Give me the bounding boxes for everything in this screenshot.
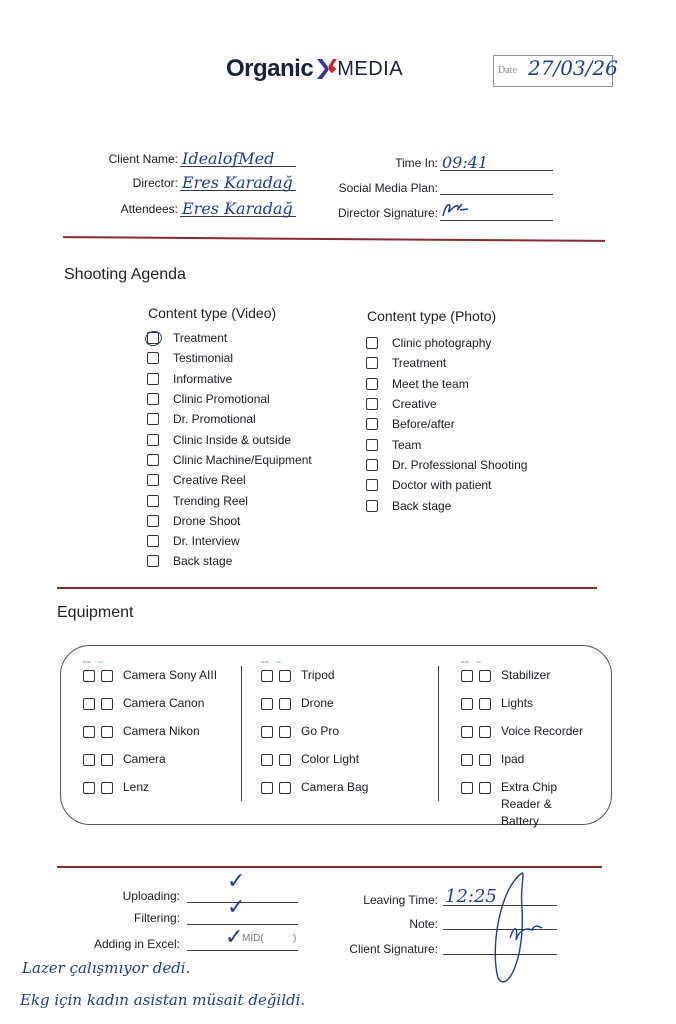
check-mark-icon: ✓ — [227, 894, 246, 919]
column-divider — [241, 666, 242, 801]
checkbox-in[interactable] — [101, 670, 113, 682]
client-name-value: IdealofMed — [182, 149, 275, 168]
logo-brand-text: Organic — [226, 55, 314, 82]
equipment-label: Ipad — [501, 752, 525, 766]
shooting-agenda-title: Shooting Agenda — [64, 266, 186, 283]
checkbox[interactable] — [147, 352, 159, 364]
checkbox[interactable] — [366, 479, 378, 491]
director-signature-field[interactable] — [440, 202, 553, 221]
content-type-item[interactable] — [147, 450, 312, 470]
column-divider — [438, 666, 439, 801]
item-label: Treatment — [392, 356, 447, 371]
social-media-plan-label: Social Media Plan: — [338, 181, 438, 195]
equipment-item[interactable] — [261, 779, 368, 796]
item-label: Clinic Inside & outside — [173, 432, 292, 447]
content-type-item[interactable] — [147, 490, 312, 510]
checkbox-in[interactable] — [279, 726, 291, 738]
checkbox-in[interactable] — [101, 726, 113, 738]
checkbox[interactable] — [366, 459, 378, 471]
time-in-value: 09:41 — [442, 153, 489, 172]
uploading-label: Uploading: — [122, 889, 180, 903]
content-type-item[interactable] — [147, 470, 312, 490]
checkbox-out[interactable] — [83, 754, 95, 766]
handwritten-note-2: Ekg için kadın asistan müsait değildi. — [20, 991, 306, 1009]
photo-content-list — [366, 333, 527, 516]
equipment-label: Color Light — [301, 752, 360, 766]
content-type-item[interactable] — [147, 551, 312, 571]
video-content-list — [147, 328, 312, 572]
content-type-item[interactable] — [147, 369, 312, 389]
equipment-item[interactable] — [461, 695, 533, 712]
checkbox-out[interactable] — [261, 754, 273, 766]
item-label: Creative Reel — [173, 473, 246, 488]
checkbox-checked[interactable] — [147, 332, 159, 344]
checkbox-out[interactable] — [83, 782, 95, 794]
check-mark-icon: ✓ — [225, 924, 244, 949]
time-in-label: Time In: — [395, 156, 438, 170]
checkbox-in[interactable] — [279, 698, 291, 710]
checkbox-out[interactable] — [261, 670, 273, 682]
content-type-item[interactable] — [147, 409, 312, 429]
item-label: Meet the team — [392, 376, 469, 391]
equipment-item[interactable] — [261, 723, 339, 740]
item-label: Informative — [173, 371, 233, 386]
item-label: Team — [392, 437, 422, 452]
item-label: Back stage — [392, 498, 452, 513]
checkbox[interactable] — [147, 495, 159, 507]
checkbox-out[interactable] — [461, 782, 473, 794]
equipment-label: Stabilizer — [501, 668, 551, 682]
content-type-item[interactable] — [147, 389, 312, 409]
section-divider — [57, 587, 597, 589]
director-signature-label: Director Signature: — [337, 206, 438, 220]
checkbox[interactable] — [147, 373, 159, 385]
checkbox[interactable] — [366, 398, 378, 410]
checkbox[interactable] — [366, 357, 378, 369]
equipment-box — [60, 645, 612, 828]
checkbox[interactable] — [366, 378, 378, 390]
item-label: Clinic photography — [392, 336, 492, 351]
item-label: Drone Shoot — [173, 513, 241, 528]
leaving-time-label: Leaving Time: — [363, 893, 438, 907]
checkbox[interactable] — [147, 393, 159, 405]
equipment-item[interactable] — [461, 751, 524, 768]
equipment-label: Drone — [301, 696, 334, 710]
date-value: 27/03/26 — [528, 56, 618, 80]
attendees-field[interactable] — [180, 198, 296, 217]
equipment-item[interactable] — [461, 779, 581, 830]
checkbox-out[interactable] — [461, 698, 473, 710]
item-label: Testimonial — [173, 351, 234, 366]
out-header: OUTs — [83, 660, 91, 664]
content-type-item[interactable] — [147, 328, 312, 348]
equipment-column-header — [83, 660, 111, 664]
filtering-label: Filtering: — [133, 911, 180, 925]
content-type-item[interactable] — [147, 348, 312, 368]
content-type-item[interactable] — [366, 353, 527, 373]
equipment-item[interactable] — [461, 667, 550, 684]
date-label: Date — [498, 65, 517, 76]
director-label: Director: — [132, 176, 178, 190]
photo-content-title: Content type (Photo) — [367, 308, 497, 324]
checkbox-in[interactable] — [101, 698, 113, 710]
checkbox-in[interactable] — [479, 698, 491, 710]
time-in-field[interactable] — [440, 152, 553, 171]
checkbox-in[interactable] — [479, 726, 491, 738]
item-label: Before/after — [392, 417, 455, 432]
out-header: OUTs — [461, 660, 469, 664]
equipment-item[interactable] — [83, 751, 166, 768]
checkbox-out[interactable] — [261, 726, 273, 738]
equipment-item[interactable] — [261, 751, 359, 768]
equipment-label: Go Pro — [301, 724, 340, 738]
checkbox-in[interactable] — [479, 754, 491, 766]
checkbox[interactable] — [147, 434, 159, 446]
attendees-value: Eres Karadağ — [182, 199, 293, 218]
checkbox[interactable] — [366, 337, 378, 349]
check-mark-icon: ✓ — [227, 868, 246, 893]
equipment-label: Voice Recorder — [501, 724, 584, 738]
checkbox-in[interactable] — [479, 670, 491, 682]
item-label: Dr. Professional Shooting — [392, 457, 528, 472]
content-type-item[interactable] — [366, 394, 527, 414]
in-header: INs — [276, 660, 281, 664]
checkbox-in[interactable] — [279, 782, 291, 794]
equipment-column-header — [461, 660, 489, 664]
date-field[interactable] — [493, 55, 618, 87]
filtering-field[interactable] — [187, 894, 298, 925]
logo-x-icon — [315, 57, 335, 81]
logo-media-text: MEDIA — [337, 57, 404, 80]
video-content-title: Content type (Video) — [148, 305, 277, 321]
checkbox-in[interactable] — [101, 782, 113, 794]
out-header: OUTs — [261, 660, 269, 664]
adding-excel-label: Adding in Excel: — [93, 937, 180, 951]
leaving-time-value: 12:25 — [445, 886, 497, 907]
social-media-plan-field[interactable] — [440, 176, 553, 195]
equipment-item[interactable] — [461, 723, 583, 740]
checkbox-out[interactable] — [461, 754, 473, 766]
checkbox[interactable] — [147, 515, 159, 527]
content-type-item[interactable] — [366, 455, 527, 475]
item-label: Dr. Promotional — [173, 412, 256, 427]
checkbox[interactable] — [366, 500, 378, 512]
attendees-label: Attendees: — [120, 202, 178, 216]
equipment-item[interactable] — [261, 667, 335, 684]
content-type-item[interactable] — [366, 414, 527, 434]
equipment-item[interactable] — [83, 667, 217, 684]
checkbox-out[interactable] — [83, 698, 95, 710]
item-label: Back stage — [173, 554, 233, 569]
content-type-item[interactable] — [147, 511, 312, 531]
checkbox-in[interactable] — [479, 782, 491, 794]
equipment-item[interactable] — [83, 695, 204, 712]
checkbox-out[interactable] — [461, 670, 473, 682]
equipment-label: Camera Bag — [301, 780, 369, 794]
in-header: INs — [476, 660, 481, 664]
section-divider — [63, 236, 605, 242]
item-label: Clinic Machine/Equipment — [173, 452, 312, 467]
equipment-title: Equipment — [57, 604, 134, 621]
director-signature-scribble — [440, 200, 470, 220]
content-type-item[interactable] — [147, 429, 312, 449]
equipment-label: Lights — [501, 696, 534, 710]
content-type-item[interactable] — [366, 333, 527, 353]
director-field[interactable] — [180, 172, 296, 191]
checkbox[interactable] — [366, 439, 378, 451]
item-label: Trending Reel — [173, 493, 248, 508]
content-type-item[interactable] — [366, 374, 527, 394]
equipment-item[interactable] — [83, 723, 200, 740]
checkbox[interactable] — [366, 418, 378, 430]
equipment-item[interactable] — [261, 695, 334, 712]
content-type-item[interactable] — [366, 475, 527, 495]
equipment-label: Camera — [123, 752, 166, 766]
checkbox-out[interactable] — [461, 726, 473, 738]
equipment-label: Extra Chip Reader & Battery — [501, 780, 558, 828]
client-name-label: Client Name: — [108, 152, 178, 166]
item-label: Clinic Promotional — [173, 392, 270, 407]
checkbox-out[interactable] — [261, 782, 273, 794]
client-signature-scribble — [470, 868, 560, 993]
content-type-item[interactable] — [147, 531, 312, 551]
checkbox-out[interactable] — [83, 670, 95, 682]
client-signature-label: Client Signature: — [349, 942, 438, 956]
equipment-label: Camera Nikon — [123, 724, 200, 738]
company-logo — [226, 55, 403, 83]
item-label: Doctor with patient — [392, 478, 492, 493]
checkbox[interactable] — [147, 535, 159, 547]
adding-excel-field[interactable] — [187, 924, 298, 951]
checkbox-out[interactable] — [83, 726, 95, 738]
equipment-column-header — [261, 660, 289, 664]
checkbox[interactable] — [147, 413, 159, 425]
equipment-item[interactable] — [83, 779, 149, 796]
equipment-label: Camera Canon — [123, 696, 205, 710]
content-type-item[interactable] — [366, 434, 527, 454]
checkbox[interactable] — [147, 454, 159, 466]
checkbox-in[interactable] — [101, 754, 113, 766]
item-label: Creative — [392, 397, 437, 412]
equipment-label: Camera Sony AIII — [123, 668, 218, 682]
checkbox[interactable] — [147, 555, 159, 567]
item-label: Treatment — [173, 331, 228, 346]
note-label: Note: — [409, 917, 438, 931]
checkbox-in[interactable] — [279, 754, 291, 766]
client-name-field[interactable] — [180, 148, 296, 167]
handwritten-note-1: Lazer çalışmıyor dedi. — [22, 959, 191, 977]
mid-label: MID( — [242, 933, 264, 944]
director-value: Eres Karadağ — [182, 173, 293, 192]
equipment-label: Lenz — [123, 780, 150, 794]
checkbox-in[interactable] — [279, 670, 291, 682]
in-header: INs — [98, 660, 103, 664]
mid-close: ) — [293, 933, 297, 944]
content-type-item[interactable] — [366, 495, 527, 515]
equipment-label: Tripod — [301, 668, 335, 682]
item-label: Dr. Interview — [173, 534, 240, 549]
checkbox[interactable] — [147, 474, 159, 486]
checkbox-out[interactable] — [261, 698, 273, 710]
